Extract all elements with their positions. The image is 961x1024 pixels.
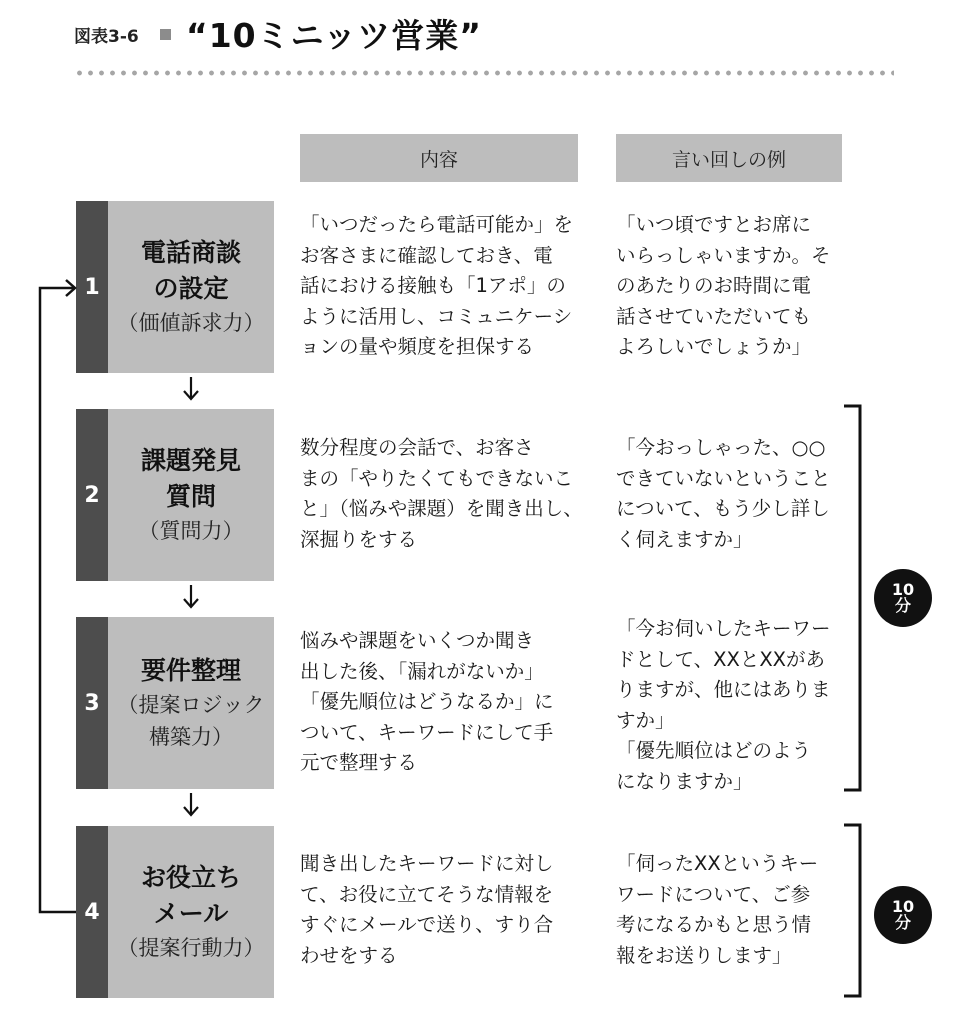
ten-minutes-badge: [874, 569, 932, 627]
step-3-subtitle: （提案ロジック 構築力）: [117, 693, 265, 749]
ten-minutes-badge: [874, 886, 932, 944]
step-3-number: 3: [76, 617, 108, 789]
step-3-example: 「今お伺いしたキーワー ドとして、XXとXXがあ りますが、他にはありま すか」 「優先順位はどのよう になりますか」: [616, 617, 831, 793]
step-1-number: 1: [76, 201, 108, 373]
step-2-card: [76, 409, 274, 581]
step-2-title: 課題発見 質問: [140, 446, 241, 511]
bracket-steps-2-3: [842, 404, 866, 792]
bracket-step-4: [842, 823, 866, 998]
step-3-title: 要件整理: [140, 656, 241, 685]
page-title: “10ミニッツ営業”: [186, 16, 482, 55]
step-4-card: [76, 826, 274, 998]
step-4-box: [108, 826, 274, 998]
step-1-box: [108, 201, 274, 373]
step-4-number: 4: [76, 826, 108, 998]
step-4-content: 聞き出したキーワードに対し て、お役に立てそうな情報を すぐにメールで送り、すり合 わせをする: [300, 852, 554, 967]
column-header-example: [616, 134, 842, 182]
step-2-content: 数分程度の会話で、お客さ まの「やりたくてもできないこ と」（悩みや課題）を聞き出し、 深掘りをする: [300, 436, 583, 551]
step-1-title: 電話商談 の設定: [140, 238, 241, 303]
step-1-card: [76, 201, 274, 373]
column-header-content: [300, 134, 578, 182]
down-arrow-icon: [181, 792, 201, 818]
badge-number: 10: [891, 580, 915, 599]
badge-unit: 分: [894, 913, 911, 932]
figure-label: 図表3-6: [74, 27, 139, 47]
step-2-number: 2: [76, 409, 108, 581]
step-3-content: 悩みや課題をいくつか聞き 出した後、「漏れがないか」 「優先順位はどうなるか」に ついて、キーワードにして手 元で整理する: [300, 629, 554, 774]
badge-unit: 分: [894, 596, 911, 615]
step-3-card: [76, 617, 274, 789]
dotted-divider: [74, 70, 894, 76]
step-2-example: 「今おっしゃった、○○ できていないということ について、もう少し詳し く伺えますか」: [616, 436, 831, 551]
square-bullet-icon: [160, 29, 171, 40]
step-1-subtitle: （価値訴求力）: [117, 311, 265, 335]
badge-number: 10: [891, 897, 915, 916]
down-arrow-icon: [181, 376, 201, 402]
step-1-content: 「いつだったら電話可能か」を お客さまに確認しておき、電 話における接触も「1アポ」の ように活用し、コミュニケーシ ョンの量や頻度を担保する: [300, 213, 574, 358]
step-2-box: [108, 409, 274, 581]
step-4-subtitle: （提案行動力）: [117, 936, 265, 960]
down-arrow-icon: [181, 584, 201, 610]
loop-back-arrow-icon: [30, 276, 80, 918]
step-3-box: [108, 617, 274, 789]
step-2-subtitle: （質問力）: [138, 519, 244, 543]
column-header-example-label: 言い回しの例: [671, 148, 786, 171]
step-4-example: 「伺ったXXというキー ワードについて、ご参 考になるかもと思う情 報をお送りします」: [616, 852, 819, 967]
column-header-content-label: 内容: [419, 148, 458, 171]
step-1-example: 「いつ頃ですとお席に いらっしゃいますか。そ のあたりのお時間に電 話させていただいても よろしいでしょうか」: [616, 213, 831, 358]
step-4-title: お役立ち メール: [140, 863, 241, 928]
